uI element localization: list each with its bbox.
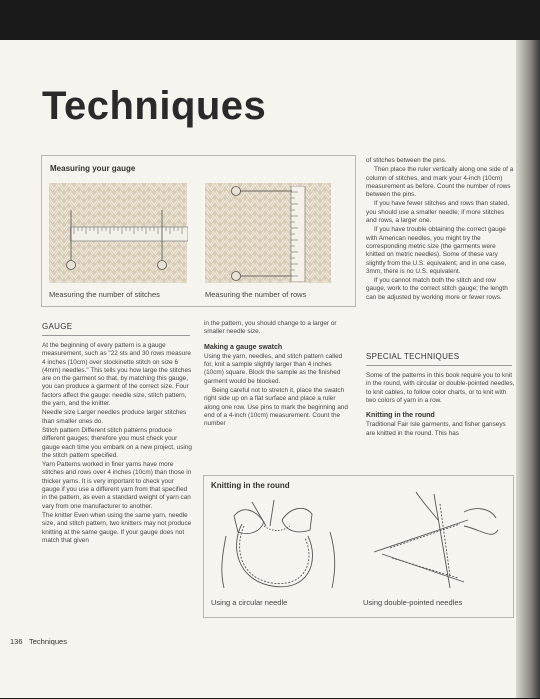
pin-icon	[228, 269, 292, 283]
right-paragraph: If you have trouble obtaining the correct gauge with American needles, you might try the corresponding metric size (the garments were knitted on metric needles). Some of these vary slightly from the U.S. equivalent; and in one case, 3mm, there is no U.S. equivalent.	[366, 226, 507, 275]
page-title: Techniques	[42, 84, 267, 128]
gauge-paragraph: Stitch pattern Different stitch patterns produce different gauges; therefore you must check your gauge each time you embark on a new project, using the stitch pattern specified.	[42, 426, 192, 459]
swatch-paragraph: Being careful not to stretch it, place the swatch right side up on a flat surface and place a ruler along one row. Use pins to mark the beginning and end of a 4-inch (10cm) measurement. Count the number	[204, 387, 348, 428]
book-gutter	[516, 40, 540, 698]
page-number: 136	[10, 637, 23, 646]
pin-icon	[155, 210, 169, 272]
pin-icon	[228, 184, 292, 198]
caption-double-pointed-needles: Using double-pointed needles	[363, 598, 463, 607]
caption-measuring-rows: Measuring the number of rows	[205, 290, 307, 299]
ruler-icon	[70, 226, 188, 244]
caption-circular-needle: Using a circular needle	[211, 598, 288, 607]
round-box-title: Knitting in the round	[211, 481, 290, 490]
gauge-paragraph: Needle size Larger needles produce larger stitches than smaller ones do.	[42, 409, 187, 425]
right-paragraph: If you cannot match both the stitch and row gauge, work to the correct stitch gauge; the length can be adjusted by working more or fewer rows.	[366, 277, 508, 301]
gauge-paragraph: At the beginning of every pattern is a gauge measurement, such as "22 sts and 30 rows measure 4 inches (10cm) over stockinette stitch on size 6 (4mm) needles." This tells you how large the stitches are on the garment so that, by matching this gauge, you can produce a garment of the correct size. Four factors affect the gauge: needle size, stitch pattern, the yarn, and the knitter.	[42, 342, 192, 408]
swatch-paragraph: Using the yarn, needles, and stitch pattern called for, knit a sample slightly larger than 4 inches (10cm) square. Block the sample as the finished garment would be blocked.	[204, 352, 343, 385]
running-footer: Techniques	[29, 637, 67, 646]
middle-intro: in the pattern, you should change to a larger or smaller needle size.	[204, 320, 337, 336]
special-paragraph: Some of the patterns in this book require you to knit in the round, with circular or double-pointed needles, to knit cables, to follow color charts, or to knit with two colors of yarn in a row.	[366, 372, 515, 404]
right-paragraph: If you have fewer stitches and rows than stated, you should use a smaller needle; if more stitches and rows, a larger one.	[366, 200, 509, 225]
special-body	[366, 372, 516, 439]
right-paragraph: of stitches between the pins.	[366, 157, 447, 164]
gauge-box-title: Measuring your gauge	[50, 164, 136, 173]
special-techniques-heading: SPECIAL TECHNIQUES	[366, 352, 460, 361]
round-paragraph: Traditional Fair Isle garments, and fisher ganseys are knitted in the round. This has	[366, 421, 506, 437]
circular-needle-icon	[212, 496, 344, 594]
gauge-heading: GAUGE	[42, 322, 73, 331]
gauge-body	[42, 342, 192, 546]
middle-column	[204, 320, 350, 430]
gauge-swatch-heading: Making a gauge swatch	[204, 343, 283, 351]
right-paragraph: Then place the ruler vertically along one side of a column of stitches, and mark your 4-inch (10cm) measurement as before. Count the number of rows between the pins.	[366, 166, 514, 199]
knitting-round-heading: Knitting in the round	[366, 412, 435, 420]
gauge-heading-rule	[42, 335, 190, 336]
double-pointed-needles-icon	[364, 490, 504, 594]
gauge-paragraph: Yarn Patterns worked in finer yarns have more stitches and rows over 4 inches (10cm) than those in thicker yarns. It is very important to check your gauge if you use a different yarn from that specified in the pattern, as even a standard weight of yarn can vary from one manufacturer to another.	[42, 461, 192, 510]
pin-icon	[64, 210, 78, 272]
caption-measuring-stitches: Measuring the number of stitches	[49, 290, 160, 299]
gauge-paragraph: The knitter Even when using the same yarn, needle size, and stitch pattern, two knitters may not produce knitting at the same gauge. If your gauge does not match that given	[42, 511, 192, 544]
special-heading-rule	[366, 365, 512, 366]
ruler-icon	[290, 186, 308, 282]
right-column	[366, 157, 516, 303]
